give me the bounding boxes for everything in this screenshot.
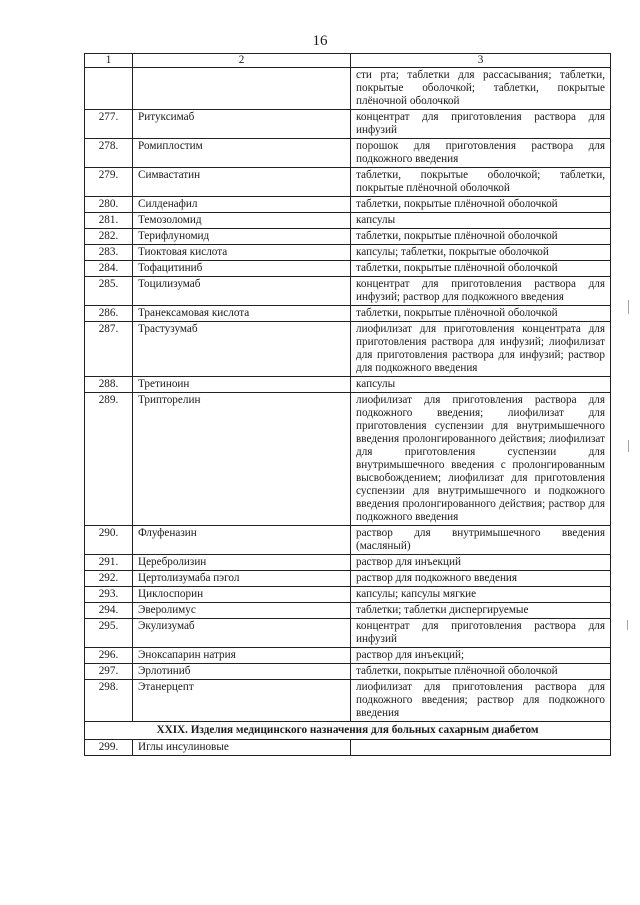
row-number: 299. bbox=[85, 740, 133, 756]
table-header-row bbox=[85, 54, 611, 68]
row-number: 278. bbox=[85, 139, 133, 168]
row-number: 279. bbox=[85, 168, 133, 197]
row-number: 287. bbox=[85, 322, 133, 377]
header-col-3: 3 bbox=[351, 54, 611, 68]
drug-name: Эверолимус bbox=[133, 603, 351, 619]
row-number: 294. bbox=[85, 603, 133, 619]
drug-name: Флуфеназин bbox=[133, 526, 351, 555]
row-number bbox=[85, 68, 133, 110]
header-col-1: 1 bbox=[85, 54, 133, 68]
row-number: 285. bbox=[85, 277, 133, 306]
table-row bbox=[85, 168, 611, 197]
dosage-form: таблетки, покрытые плёночной оболочкой bbox=[351, 229, 611, 245]
dosage-form: капсулы; капсулы мягкие bbox=[351, 587, 611, 603]
row-number: 298. bbox=[85, 680, 133, 722]
row-number: 283. bbox=[85, 245, 133, 261]
table-row bbox=[85, 322, 611, 377]
table-row bbox=[85, 377, 611, 393]
dosage-form: таблетки, покрытые плёночной оболочкой bbox=[351, 306, 611, 322]
dosage-form: таблетки, покрытые плёночной оболочкой bbox=[351, 261, 611, 277]
table-row bbox=[85, 740, 611, 756]
table-row bbox=[85, 110, 611, 139]
table-row bbox=[85, 571, 611, 587]
scan-mark bbox=[628, 300, 629, 314]
dosage-form: концентрат для приготовления раствора для инфузий; раствор для подкожного введения bbox=[351, 277, 611, 306]
dosage-form: лиофилизат для приготовления раствора для подкожного введения; лиофилизат для приготовления суспензии для внутримышечного введения пролонгированного действия; лиофилизат для приготовления суспензии для внутримышечного введения с пролонгированным высвобождением; лиофилизат для приготовления суспензии для внутримышечного и подкожного введения пролонгированного действия; раствор для подкожного введения bbox=[351, 393, 611, 526]
page-number: 16 bbox=[312, 33, 328, 49]
scan-mark bbox=[627, 620, 628, 630]
row-number: 286. bbox=[85, 306, 133, 322]
drug-name: Эноксапарин натрия bbox=[133, 648, 351, 664]
row-number: 284. bbox=[85, 261, 133, 277]
drug-name: Тофацитиниб bbox=[133, 261, 351, 277]
dosage-form: капсулы bbox=[351, 377, 611, 393]
dosage-form: концентрат для приготовления раствора для инфузий bbox=[351, 110, 611, 139]
dosage-form: капсулы; таблетки, покрытые оболочкой bbox=[351, 245, 611, 261]
table-row bbox=[85, 664, 611, 680]
table-row bbox=[85, 619, 611, 648]
table-row bbox=[85, 526, 611, 555]
drug-name: Силденафил bbox=[133, 197, 351, 213]
section-header-row bbox=[85, 722, 611, 740]
row-number: 281. bbox=[85, 213, 133, 229]
row-number: 280. bbox=[85, 197, 133, 213]
dosage-form: лиофилизат для приготовления раствора для подкожного введения; раствор для подкожного введения bbox=[351, 680, 611, 722]
scan-mark bbox=[628, 440, 629, 452]
row-number: 291. bbox=[85, 555, 133, 571]
drug-name: Симвастатин bbox=[133, 168, 351, 197]
drug-name: Эрлотиниб bbox=[133, 664, 351, 680]
table-row bbox=[85, 261, 611, 277]
drug-name: Ритуксимаб bbox=[133, 110, 351, 139]
table-row bbox=[85, 139, 611, 168]
drug-name: Третиноин bbox=[133, 377, 351, 393]
drug-name: Трастузумаб bbox=[133, 322, 351, 377]
table-row bbox=[85, 587, 611, 603]
dosage-form: порошок для приготовления раствора для подкожного введения bbox=[351, 139, 611, 168]
row-number: 277. bbox=[85, 110, 133, 139]
table-row bbox=[85, 680, 611, 722]
dosage-form: сти рта; таблетки для рассасывания; таблетки, покрытые оболочкой; таблетки, покрытые плёночной оболочкой bbox=[351, 68, 611, 110]
table-row bbox=[85, 245, 611, 261]
table-row bbox=[85, 68, 611, 110]
row-number: 296. bbox=[85, 648, 133, 664]
table-row bbox=[85, 213, 611, 229]
dosage-form: концентрат для приготовления раствора для инфузий bbox=[351, 619, 611, 648]
row-number: 289. bbox=[85, 393, 133, 526]
drug-name: Терифлуномид bbox=[133, 229, 351, 245]
dosage-form: раствор для инъекций; bbox=[351, 648, 611, 664]
dosage-form: таблетки, покрытые плёночной оболочкой bbox=[351, 664, 611, 680]
drug-name bbox=[133, 68, 351, 110]
drug-name: Тиоктовая кислота bbox=[133, 245, 351, 261]
drug-name: Этанерцепт bbox=[133, 680, 351, 722]
table-row bbox=[85, 648, 611, 664]
dosage-form bbox=[351, 740, 611, 756]
header-col-2: 2 bbox=[133, 54, 351, 68]
drug-name: Темозоломид bbox=[133, 213, 351, 229]
dosage-form: таблетки, покрытые плёночной оболочкой bbox=[351, 197, 611, 213]
drug-name: Экулизумаб bbox=[133, 619, 351, 648]
drug-name: Транексамовая кислота bbox=[133, 306, 351, 322]
drug-name: Ромиплостим bbox=[133, 139, 351, 168]
drug-list-table bbox=[84, 53, 611, 756]
row-number: 293. bbox=[85, 587, 133, 603]
row-number: 282. bbox=[85, 229, 133, 245]
drug-name: Иглы инсулиновые bbox=[133, 740, 351, 756]
table-row bbox=[85, 197, 611, 213]
row-number: 297. bbox=[85, 664, 133, 680]
table-row bbox=[85, 393, 611, 526]
row-number: 295. bbox=[85, 619, 133, 648]
drug-name: Циклоспорин bbox=[133, 587, 351, 603]
row-number: 288. bbox=[85, 377, 133, 393]
dosage-form: капсулы bbox=[351, 213, 611, 229]
drug-name: Цертолизумаба пэгол bbox=[133, 571, 351, 587]
section-title: XXIX. Изделия медицинского назначения для больных сахарным диабетом bbox=[85, 722, 611, 740]
dosage-form: таблетки, покрытые оболочкой; таблетки, покрытые плёночной оболочкой bbox=[351, 168, 611, 197]
drug-name: Трипторелин bbox=[133, 393, 351, 526]
dosage-form: раствор для подкожного введения bbox=[351, 571, 611, 587]
dosage-form: лиофилизат для приготовления концентрата для приготовления раствора для инфузий; лиофилизат для приготовления раствора для инфузий; раствор для подкожного введения bbox=[351, 322, 611, 377]
row-number: 290. bbox=[85, 526, 133, 555]
drug-name: Церебролизин bbox=[133, 555, 351, 571]
drug-name: Тоцилизумаб bbox=[133, 277, 351, 306]
row-number: 292. bbox=[85, 571, 133, 587]
dosage-form: раствор для инъекций bbox=[351, 555, 611, 571]
table-row bbox=[85, 306, 611, 322]
table-row bbox=[85, 603, 611, 619]
table-row bbox=[85, 277, 611, 306]
dosage-form: таблетки; таблетки диспергируемые bbox=[351, 603, 611, 619]
dosage-form: раствор для внутримышечного введения (масляный) bbox=[351, 526, 611, 555]
table-row bbox=[85, 229, 611, 245]
table-row bbox=[85, 555, 611, 571]
